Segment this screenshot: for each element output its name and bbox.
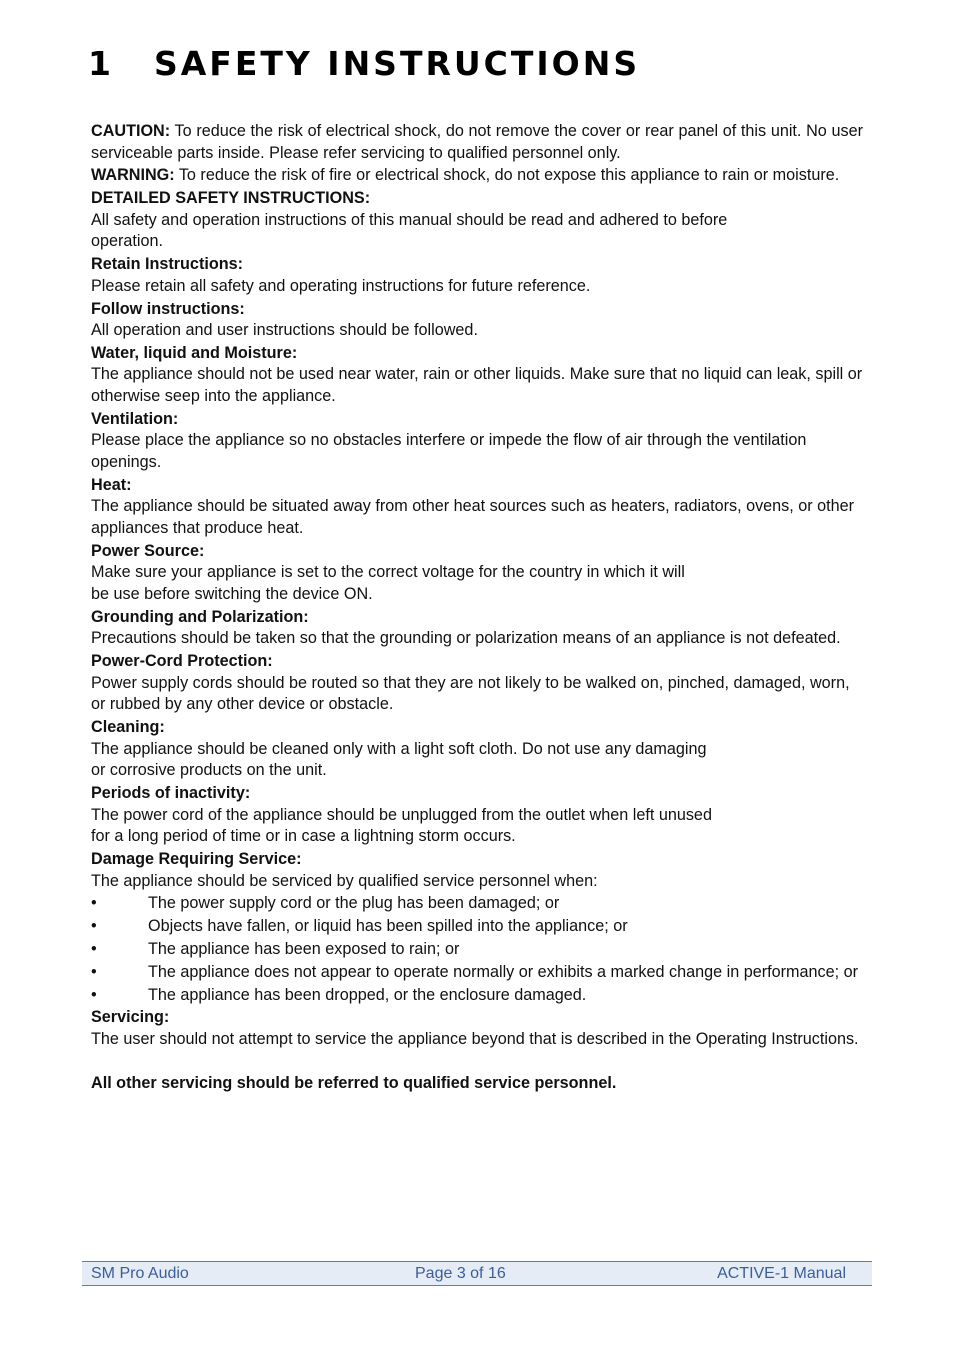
section-heading: Retain Instructions: [91, 255, 243, 274]
section-text: The power cord of the appliance should be unplugged from the outlet when left unused for a long period of time or in case a lightning storm occurs. [91, 805, 712, 846]
instruction-section [91, 254, 863, 297]
section-title: SAFETY INSTRUCTIONS [154, 44, 641, 83]
section-text: Make sure your appliance is set to the correct voltage for the country in which it will be use before switching the device ON. [91, 563, 685, 603]
damage-heading: Damage Requiring Service: [91, 850, 302, 869]
bullet-icon: • [91, 939, 97, 958]
section-text: Please place the appliance so no obstacles interfere or impede the flow of air through the ventilation openings. [91, 431, 807, 472]
list-item [91, 962, 863, 984]
section-text: Please retain all safety and operating instructions for future reference. [91, 276, 591, 295]
caution-label: CAUTION: [91, 122, 171, 140]
list-item-text: Objects have fallen, or liquid has been spilled into the appliance; or [148, 917, 628, 936]
list-item [91, 939, 863, 961]
detailed-heading: DETAILED SAFETY INSTRUCTIONS: [91, 189, 371, 208]
instruction-section [91, 409, 863, 474]
servicing-text: The user should not attempt to service the appliance beyond that is described in the Operating Instructions. [91, 1029, 859, 1048]
section-text: The appliance should not be used near water, rain or other liquids. Make sure that no liquid can leak, spill or otherwise seep into the appliance. [91, 365, 863, 406]
detailed-block [91, 188, 863, 253]
safety-content [91, 121, 863, 1095]
caution-paragraph [91, 121, 863, 164]
warning-label: WARNING: [91, 166, 175, 185]
instruction-section [91, 541, 863, 606]
final-note: All other servicing should be referred to qualified service personnel. [91, 1073, 617, 1092]
section-text: Precautions should be taken so that the grounding or polarization means of an appliance is not defeated. [91, 629, 841, 648]
bullet-icon: • [91, 962, 97, 981]
instruction-section [91, 717, 863, 782]
warning-paragraph [91, 165, 863, 187]
warning-text: To reduce the risk of fire or electrical shock, do not expose this appliance to rain or moisture. [174, 166, 840, 185]
list-item-text: The appliance has been exposed to rain; or [148, 939, 460, 958]
bullet-icon: • [91, 894, 97, 913]
section-heading: Cleaning: [91, 718, 165, 737]
list-item [91, 916, 863, 938]
instruction-section [91, 607, 863, 650]
list-item-text: The appliance does not appear to operate normally or exhibits a marked change in performance; or [148, 962, 858, 981]
page-title [88, 44, 640, 83]
section-heading: Power-Cord Protection: [91, 652, 273, 671]
damage-block [91, 849, 863, 892]
list-item-text: The appliance has been dropped, or the enclosure damaged. [148, 985, 587, 1004]
section-heading: Follow instructions: [91, 299, 245, 318]
section-heading: Periods of inactivity: [91, 784, 251, 803]
section-number: 1 [88, 44, 114, 83]
servicing-block [91, 1007, 863, 1050]
footer-company: SM Pro Audio [91, 1265, 189, 1282]
page-footer [82, 1261, 872, 1286]
instruction-section [91, 651, 863, 716]
section-heading: Water, liquid and Moisture: [91, 343, 298, 362]
bullet-icon: • [91, 985, 97, 1004]
instruction-section [91, 343, 863, 408]
footer-page-number: Page 3 of 16 [415, 1265, 506, 1282]
damage-list [91, 893, 863, 1006]
damage-intro: The appliance should be serviced by qualified service personnel when: [91, 871, 598, 890]
section-text: The appliance should be cleaned only with a light soft cloth. Do not use any damaging or corrosive products on the unit. [91, 739, 707, 780]
section-text: All operation and user instructions should be followed. [91, 321, 478, 340]
section-heading: Heat: [91, 475, 132, 494]
footer-manual-name: ACTIVE-1 Manual [717, 1265, 846, 1282]
section-heading: Ventilation: [91, 409, 179, 428]
detailed-text: All safety and operation instructions of this manual should be read and adhered to before operation. [91, 210, 728, 251]
servicing-heading: Servicing: [91, 1008, 170, 1027]
instruction-section [91, 783, 863, 848]
instruction-section [91, 299, 863, 342]
instruction-sections [91, 254, 863, 848]
section-heading: Power Source: [91, 541, 205, 560]
list-item-text: The power supply cord or the plug has been damaged; or [148, 894, 560, 913]
caution-text: To reduce the risk of electrical shock, do not remove the cover or rear panel of this unit. No user serviceable parts inside. Please refer servicing to qualified personnel only. [91, 122, 863, 162]
list-item [91, 985, 863, 1007]
instruction-section [91, 475, 863, 540]
section-text: The appliance should be situated away from other heat sources such as heaters, radiators, ovens, or other appliances that produce heat. [91, 497, 855, 537]
section-heading: Grounding and Polarization: [91, 607, 309, 626]
bullet-icon: • [91, 917, 97, 936]
list-item [91, 893, 863, 915]
section-text: Power supply cords should be routed so that they are not likely to be walked on, pinched, damaged, worn, or rubbed by any other device or obstacle. [91, 673, 850, 714]
